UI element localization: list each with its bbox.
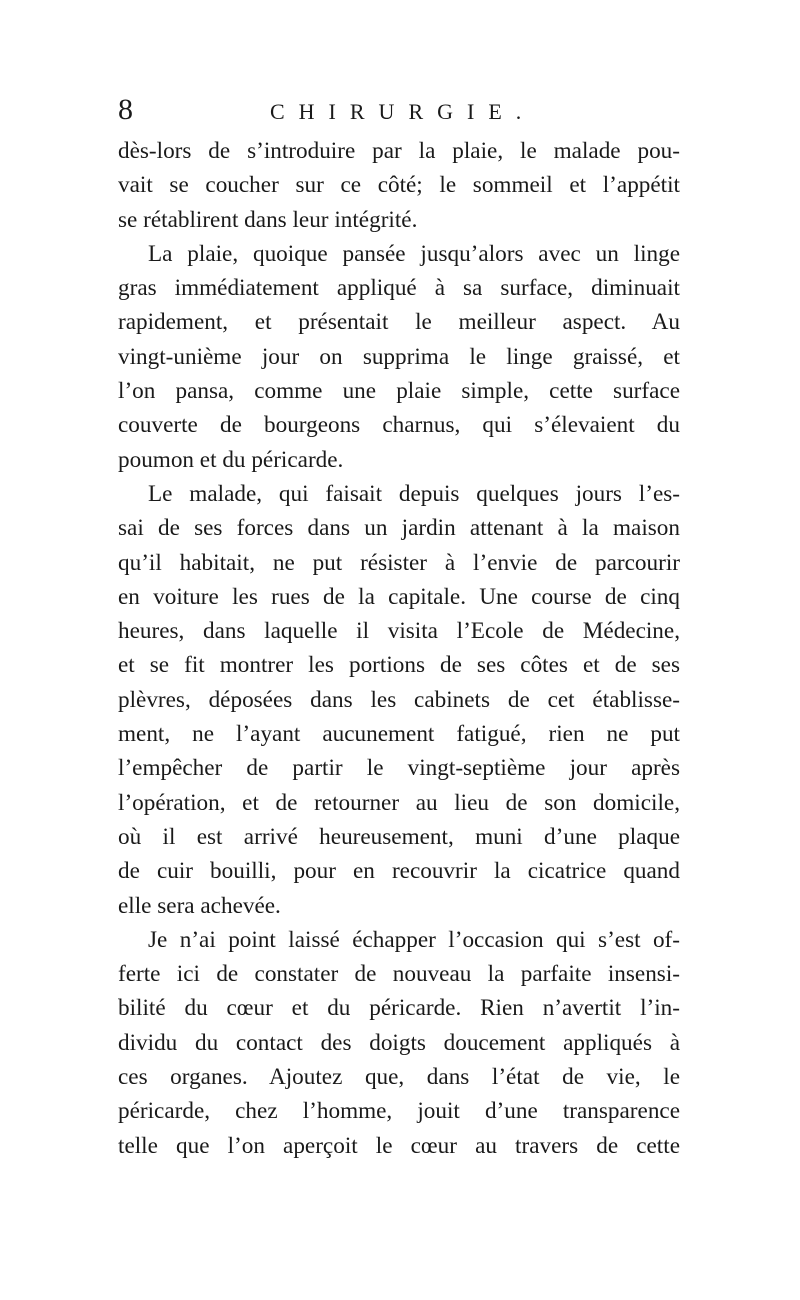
page-header bbox=[118, 92, 678, 136]
text-line: dividu du contact des doigts doucement appliqués à bbox=[118, 1029, 680, 1056]
text-line: l’on pansa, comme une plaie simple, cette surface bbox=[118, 378, 680, 405]
text-line: ferte ici de constater de nouveau la parfaite insensi- bbox=[118, 961, 680, 988]
text-line: l’empêcher de partir le vingt-septième jour après bbox=[118, 755, 680, 782]
paragraph bbox=[118, 134, 680, 237]
text-line: telle que l’on aperçoit le cœur au travers de cette bbox=[118, 1132, 680, 1159]
text-line: où il est arrivé heureusement, muni d’une plaque bbox=[118, 823, 680, 850]
paragraph bbox=[118, 477, 680, 923]
text-line: se rétablirent dans leur intégrité. bbox=[118, 206, 418, 233]
text-line: en voiture les rues de la capitale. Une course de cinq bbox=[118, 583, 680, 610]
text-line: Je n’ai point laissé échapper l’occasion qui s’est of- bbox=[148, 926, 680, 953]
text-line: ces organes. Ajoutez que, dans l’état de vie, le bbox=[118, 1064, 680, 1091]
running-title: CHIRURGIE. bbox=[270, 99, 536, 124]
text-line: La plaie, quoique pansée jusqu’alors avec un linge bbox=[148, 240, 680, 267]
page-number: 8 bbox=[118, 93, 133, 126]
text-line: ment, ne l’ayant aucunement fatigué, rien ne put bbox=[118, 721, 680, 748]
text-line: bilité du cœur et du péricarde. Rien n’avertit l’in- bbox=[118, 995, 680, 1022]
text-line: Le malade, qui faisait depuis quelques jours l’es- bbox=[148, 480, 680, 507]
paragraph bbox=[118, 237, 680, 477]
text-line: sai de ses forces dans un jardin attenant à la maison bbox=[118, 515, 680, 542]
text-line: de cuir bouilli, pour en recouvrir la cicatrice quand bbox=[118, 858, 680, 885]
text-line: plèvres, déposées dans les cabinets de cet établisse- bbox=[118, 686, 680, 713]
text-line: péricarde, chez l’homme, jouit d’une transparence bbox=[118, 1098, 680, 1125]
text-line: elle sera achevée. bbox=[118, 892, 281, 919]
text-line: poumon et du péricarde. bbox=[118, 446, 344, 473]
text-line: heures, dans laquelle il visita l’Ecole de Médecine, bbox=[118, 618, 680, 645]
text-line: et se fit montrer les portions de ses côtes et de ses bbox=[118, 652, 680, 679]
paragraph bbox=[118, 923, 680, 1163]
text-line: vingt-unième jour on supprima le linge graissé, et bbox=[118, 343, 680, 370]
text-line: dès-lors de s’introduire par la plaie, le malade pou- bbox=[118, 138, 680, 164]
text-line: gras immédiatement appliqué à sa surface, diminuait bbox=[118, 275, 680, 302]
text-line: couverte de bourgeons charnus, qui s’élevaient du bbox=[118, 412, 680, 439]
text-line: l’opération, et de retourner au lieu de son domicile, bbox=[118, 789, 680, 816]
text-line: vait se coucher sur ce côté; le sommeil et l’appétit bbox=[118, 172, 680, 199]
text-line: rapidement, et présentait le meilleur aspect. Au bbox=[118, 309, 680, 336]
body-text bbox=[118, 134, 680, 1163]
text-line: qu’il habitait, ne put résister à l’envie de parcourir bbox=[118, 549, 680, 576]
